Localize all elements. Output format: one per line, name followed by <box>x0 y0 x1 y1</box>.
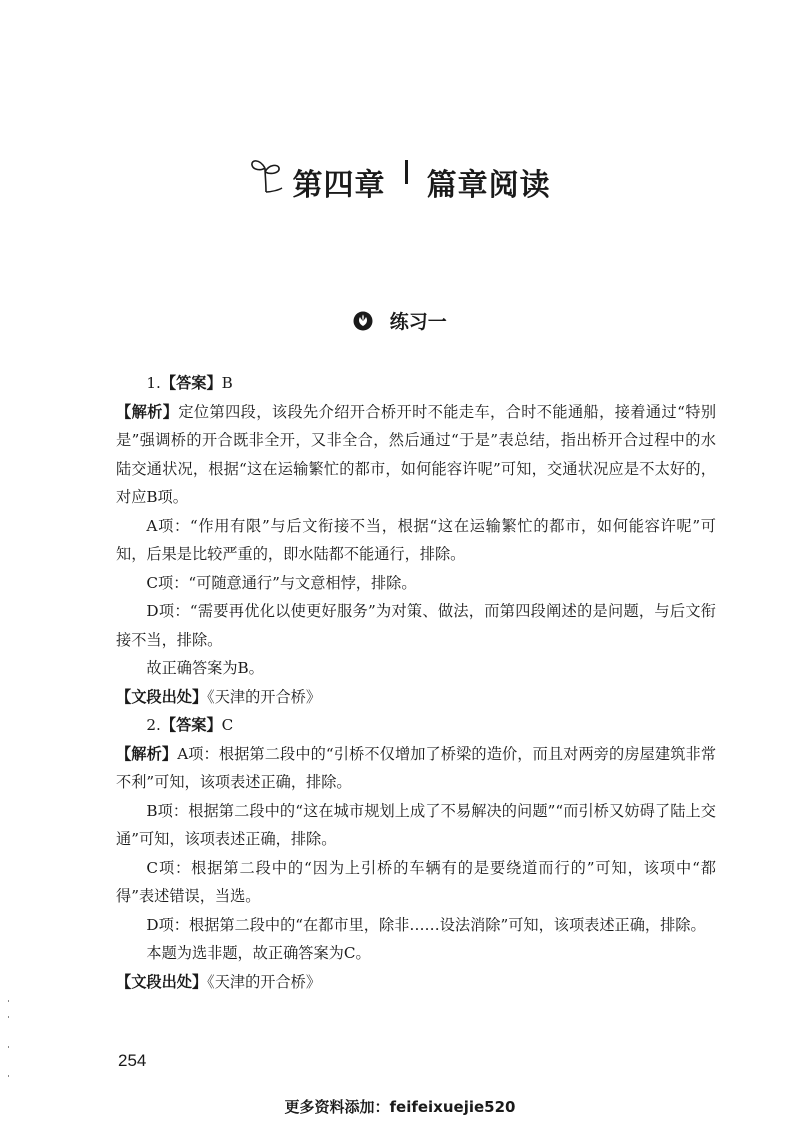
chapter-heading <box>0 160 800 212</box>
answer-content <box>116 369 716 996</box>
q1-analysis-text: 定位第四段，该段先介绍开合桥开时不能走车，合时不能通船，接着通过“特别是”强调桥的开合既非全开，又非全合，然后通过“于是”表总结，指出桥开合过程中的水陆交通状况，根据“这在运输繁忙的都市，如何能容许呢”可知，交通状况应是不太好的，对应B项。 <box>116 402 717 506</box>
q1-option-c: C项：“可随意通行”与文意相悖，排除。 <box>146 573 417 592</box>
page-number: 254 <box>118 1051 147 1070</box>
q2-conclusion: 本题为选非题，故正确答案为C。 <box>146 944 371 962</box>
chapter-number: 第四章 <box>292 168 386 203</box>
scan-speck <box>8 1075 9 1077</box>
scan-speck <box>8 1016 9 1018</box>
q2-analysis-tag: 【解析】 <box>116 744 178 763</box>
q2-option-a: A项：根据第二段中的“引桥不仅增加了桥梁的造价，而且对两旁的房屋建筑非常不利”可知，该项表述正确，排除。 <box>116 744 717 791</box>
q1-answer-tag: 【答案】 <box>160 374 222 392</box>
section-title: 练习一 <box>389 311 447 333</box>
q1-analysis-tag: 【解析】 <box>116 402 179 421</box>
q2-analysis <box>116 740 716 797</box>
q2-source-text: 《天津的开合桥》 <box>207 972 322 991</box>
q2-option-c: C项：根据第二段中的“因为上引桥的车辆有的是要绕道而行的”可知，该项中“都得”表述错误，当选。 <box>116 858 716 905</box>
q1-option-a: A项：“作用有限”与后文衔接不当，根据“这在运输繁忙的都市，如何能容许呢”可知，后果是比较严重的，即水陆都不能通行，排除。 <box>116 516 716 563</box>
q2-answer-tag: 【答案】 <box>160 716 222 734</box>
q1-conclusion: 故正确答案为B。 <box>146 659 264 677</box>
q2-option-b: B项：根据第二段中的“这在城市规划上成了不易解决的问题”“而引桥又妨碍了陆上交通”可知，该项表述正确，排除。 <box>116 801 716 848</box>
scan-speck <box>8 1000 9 1002</box>
q2-source <box>116 968 716 997</box>
q2-number: 2. <box>146 716 161 734</box>
q1-source-text: 《天津的开合桥》 <box>207 687 322 706</box>
flower-icon <box>353 310 373 340</box>
q1-answer: B <box>221 374 233 392</box>
scan-speck <box>8 1046 9 1048</box>
q1-analysis <box>116 398 716 512</box>
q2-answer: C <box>221 716 234 734</box>
q2-answer-line <box>116 711 716 740</box>
q2-option-d: D项：根据第二段中的“在都市里，除非……设法消除”可知，该项表述正确，排除。 <box>146 915 706 934</box>
q1-source-tag: 【文段出处】 <box>116 687 208 706</box>
chapter-name: 篇章阅读 <box>426 168 551 203</box>
q2-source-tag: 【文段出处】 <box>116 972 208 991</box>
q1-number: 1. <box>146 374 161 392</box>
q1-option-d: D项：“需要再优化以使更好服务”为对策、做法，而第四段阐述的是问题，与后文衔接不当，排除。 <box>116 602 716 649</box>
sprout-icon <box>249 154 283 198</box>
footer-note: 更多资料添加：feifeixuejie520 <box>284 1098 516 1116</box>
section-heading <box>0 307 800 340</box>
q1-answer-line <box>116 369 716 398</box>
title-separator <box>405 160 408 184</box>
q1-source <box>116 683 716 712</box>
